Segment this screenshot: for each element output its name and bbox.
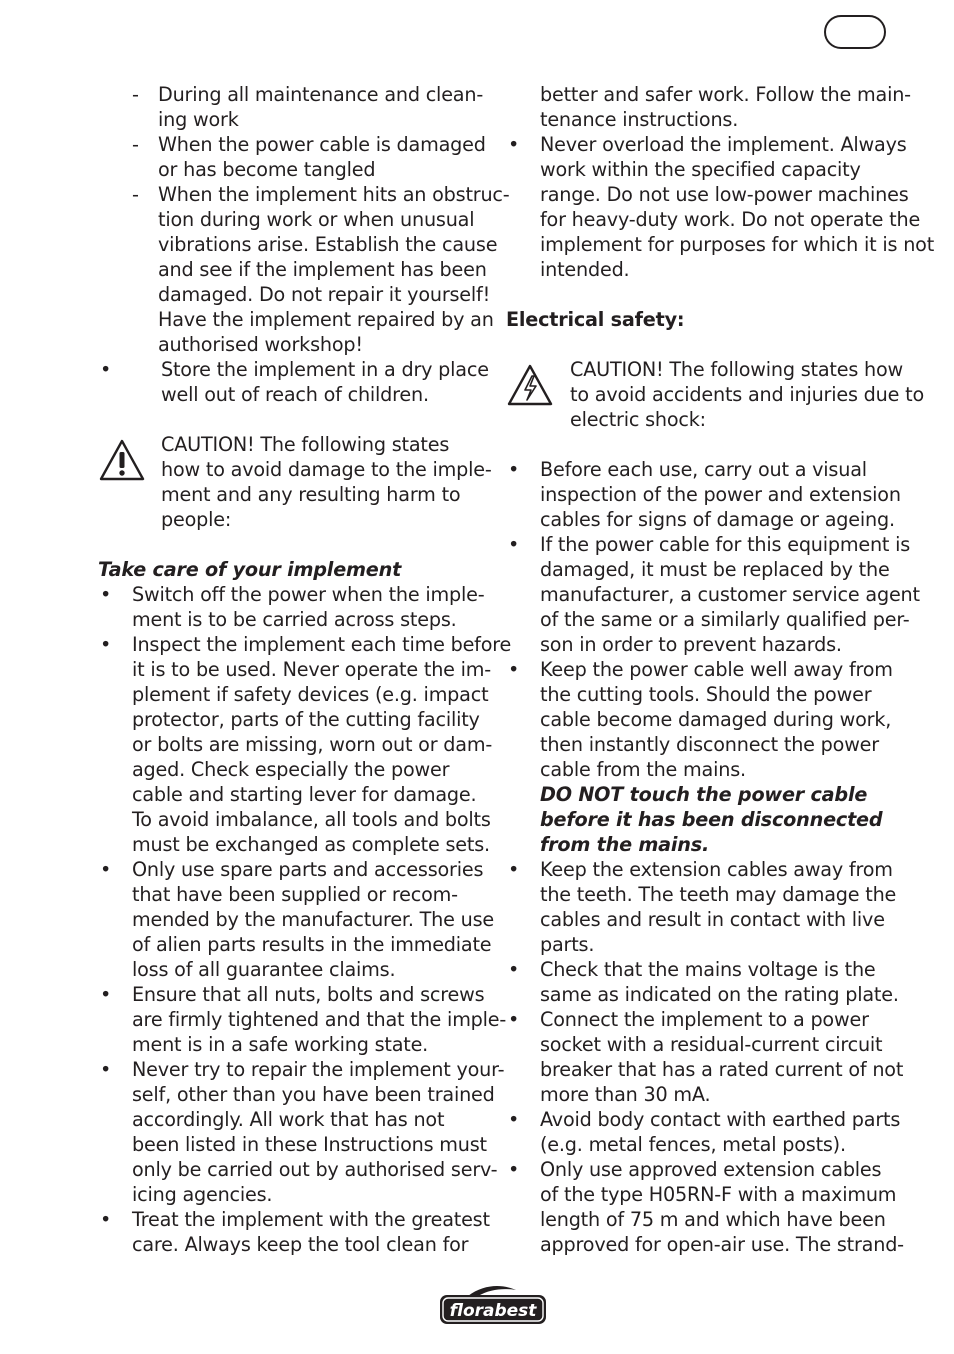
bullet-marker: • xyxy=(100,633,112,656)
bullet-marker: • xyxy=(508,658,520,681)
bullet-extension-teeth: • Keep the extension cables away from the teeth. The teeth may damage the cables and result in contact with live parts. xyxy=(508,858,897,956)
svg-text:florabest: florabest xyxy=(449,1301,537,1321)
bullet-extension-cables: • Only use approved extension cables of the type H05RN-F with a maximum length of 75 m and which have been approved for open-air use. The strand- xyxy=(508,1158,904,1256)
caution-note-electric: CAUTION! The following states how to avoid accidents and injuries due to electric shock: xyxy=(506,357,896,432)
bullet-marker: • xyxy=(100,358,112,381)
caution-note-damage: CAUTION! The following states how to avoid damage to the imple- ment and any resulting harm to people: xyxy=(98,432,483,532)
electric-hazard-icon xyxy=(506,363,554,407)
warning-triangle-icon xyxy=(98,438,146,482)
bullet-marker: • xyxy=(508,533,520,556)
bullet-earthed-parts: • Avoid body contact with earthed parts (e.g. metal fences, metal posts). xyxy=(508,1108,901,1156)
emphasis-warning: DO NOT touch the power cable xyxy=(540,783,868,806)
section-heading-electrical: Electrical safety: xyxy=(506,308,685,331)
bullet-never-repair: • Never try to repair the implement your- self, other than you have been trained accordingly. All work that has not been listed in these Instructions must only be carried out by authorised serv- icing agencies. xyxy=(100,1058,505,1206)
emphasis-warning: from the mains. xyxy=(540,833,710,856)
right-column xyxy=(506,82,935,1257)
bullet-nuts-bolts: • Ensure that all nuts, bolts and screws are firmly tightened and that the imple- ment is in a safe working state. xyxy=(100,983,507,1056)
bullet-cable-away: • Keep the power cable well away from the cutting tools. Should the power cable become damaged during work, then instantly disconnect the power cable from the mains. DO NOT touch the power cable before it has been disconnected from the mains. xyxy=(506,657,896,857)
dash-marker: - xyxy=(132,83,139,106)
florabest-logo xyxy=(438,1282,548,1326)
bullet-marker: • xyxy=(508,958,520,981)
bullet-marker: • xyxy=(100,583,112,606)
bullet-switch-off: • Switch off the power when the imple- ment is to be carried across steps. xyxy=(100,583,485,631)
bullet-marker: • xyxy=(100,1058,112,1081)
bullet-spare-parts: • Only use spare parts and accessories that have been supplied or recom- mended by the manufacturer. The use of alien parts results in the immediate loss of all guarantee claims. xyxy=(100,858,495,981)
continued-text: better and safer work. Follow the main- tenance instructions. xyxy=(540,83,911,131)
bullet-marker: • xyxy=(508,458,520,481)
bullet-rcd-socket: • Connect the implement to a power socket with a residual-current circuit breaker that has a rated current of not more than 30 mA. xyxy=(508,1008,904,1106)
bullet-marker: • xyxy=(508,1158,520,1181)
bullet-cable-replace: • If the power cable for this equipment is damaged, it must be replaced by the manufacturer, a customer service agent of the same or a similarly qualified per- son in order to prevent hazards. xyxy=(508,533,920,656)
bullet-treat-care: • Treat the implement with the greatest care. Always keep the tool clean for xyxy=(100,1208,490,1256)
dash-item-maintenance: - During all maintenance and clean- ing work xyxy=(132,83,484,131)
bullet-marker: • xyxy=(508,1108,520,1131)
dash-marker: - xyxy=(132,133,139,156)
bullet-marker: • xyxy=(100,983,112,1006)
dash-item-cable-damaged: - When the power cable is damaged or has become tangled xyxy=(132,133,486,181)
bullet-marker: • xyxy=(508,858,520,881)
bullet-mains-voltage: • Check that the mains voltage is the same as indicated on the rating plate. xyxy=(508,958,899,1006)
bullet-marker: • xyxy=(100,858,112,881)
emphasis-warning: before it has been disconnected xyxy=(540,808,883,831)
bullet-store-dry: • Store the implement in a dry place well out of reach of children. xyxy=(100,358,489,406)
dash-item-obstruction: - When the implement hits an obstruc- tion during work or when unusual vibrations arise. Establish the cause and see if the implement has been damaged. Do not repair it yourself! Have the implement repaired by an authorised workshop! xyxy=(132,183,510,356)
bullet-marker: • xyxy=(100,1208,112,1231)
section-heading-care: Take care of your implement xyxy=(98,558,402,581)
bullet-marker: • xyxy=(508,133,520,156)
bullet-visual-inspection: • Before each use, carry out a visual inspection of the power and extension cables for signs of damage or ageing. xyxy=(508,458,901,531)
dash-marker: - xyxy=(132,183,139,206)
bullet-inspect: • Inspect the implement each time before it is to be used. Never operate the im- plement if safety devices (e.g. impact protector, parts of the cutting facility or bolts are missing, worn out or dam- aged. Check especially the power cable and starting lever for damage. To avoid imbalance, all tools and bolts must be exchanged as complete sets. xyxy=(100,633,512,856)
left-column xyxy=(98,82,512,1257)
language-badge xyxy=(824,15,886,49)
bullet-never-overload: • Never overload the implement. Always work within the specified capacity range. Do not use low-power machines for heavy-duty work. Do not operate the implement for purposes for which it is not intended. xyxy=(508,133,935,281)
bullet-marker: • xyxy=(508,1008,520,1031)
